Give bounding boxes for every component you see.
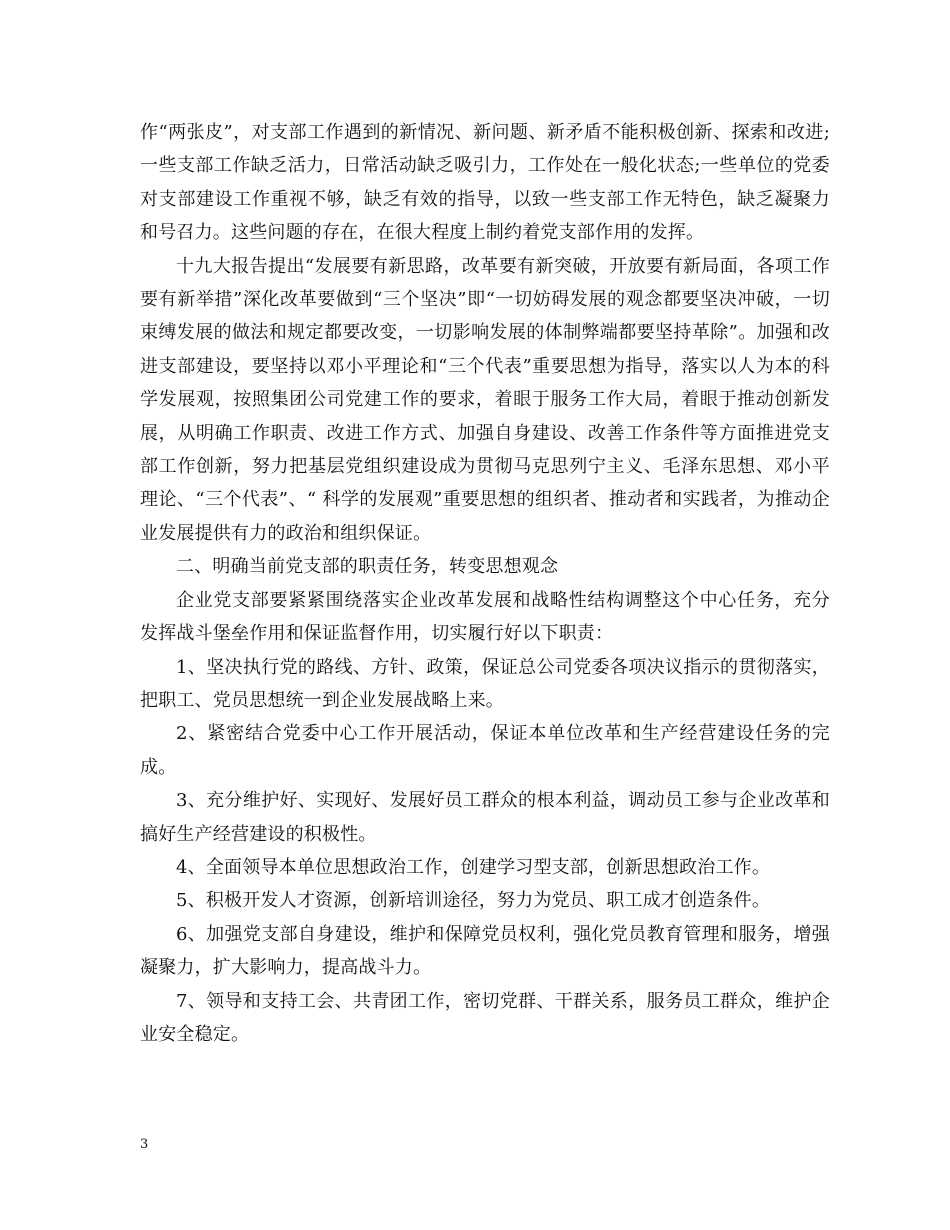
duty-item-1: 1、坚决执行党的路线、方针、政策，保证总公司党委各项决议指示的贯彻落实，把职工、党员思想统一到企业发展战略上来。	[140, 656, 830, 711]
paragraph-intro-duties: 企业党支部要紧紧围绕落实企业改革发展和战略性结构调整这个中心任务，充分发挥战斗堡垒作用和保证监督作用，切实履行好以下职责：	[140, 589, 830, 645]
duty-item-2: 2、紧密结合党委中心工作开展活动，保证本单位改革和生产经营建设任务的完成。	[140, 723, 830, 778]
duty-item-6: 6、加强党支部自身建设，维护和保障党员权利，强化党员教育管理和服务，增强凝聚力，扩大影响力，提高战斗力。	[140, 923, 830, 979]
duty-item-5: 5、积极开发人才资源，创新培训途径，努力为党员、职工成才创造条件。	[176, 890, 771, 912]
paragraph-continuation: 作“两张皮”，对支部工作遇到的新情况、新问题、新矛盾不能积极创新、探索和改进;一些支部工作缺乏活力，日常活动缺乏吸引力，工作处在一般化状态;一些单位的党委对支部建设工作重视不够，缺乏有效的指导，以致一些支部工作无特色，缺乏凝聚力和号召力。这些问题的存在，在很大程度上制约着党支部作用的发挥。	[140, 122, 830, 244]
page-number: 3	[140, 1137, 149, 1152]
duty-item-7: 7、领导和支持工会、共青团工作，密切党群、干群关系，服务员工群众，维护企业安全稳定。	[140, 990, 830, 1045]
document-body	[140, 116, 830, 1051]
duty-item-4: 4、全面领导本单位思想政治工作，创建学习型支部，创新思想政治工作。	[176, 856, 771, 878]
duty-item-3: 3、充分维护好、实现好、发展好员工群众的根本利益，调动员工参与企业改革和搞好生产经营建设的积极性。	[140, 790, 830, 845]
paragraph-report-quote: 十九大报告提出“发展要有新思路，改革要有新突破，开放要有新局面，各项工作要有新举措”深化改革要做到“三个坚决”即“一切妨碍发展的观念都要坚决冲破，一切束缚发展的做法和规定都要改变，一切影响发展的体制弊端都要坚持革除”。加强和改进支部建设，要坚持以邓小平理论和“三个代表”重要思想为指导，落实以人为本的科学发展观，按照集团公司党建工作的要求，着眼于服务工作大局，着眼于推动创新发展，从明确工作职责、改进工作方式、加强自身建设、改善工作条件等方面推进党支部工作创新，努力把基层党组织建设成为贯彻马克思列宁主义、毛泽东思想、邓小平理论、“三个代表”、“ 科学的发展观”重要思想的组织者、推动者和实践者，为推动企业发展提供有力的政治和组织保证。	[140, 255, 830, 544]
section-heading: 二、明确当前党支部的职责任务，转变思想观念	[176, 556, 559, 578]
